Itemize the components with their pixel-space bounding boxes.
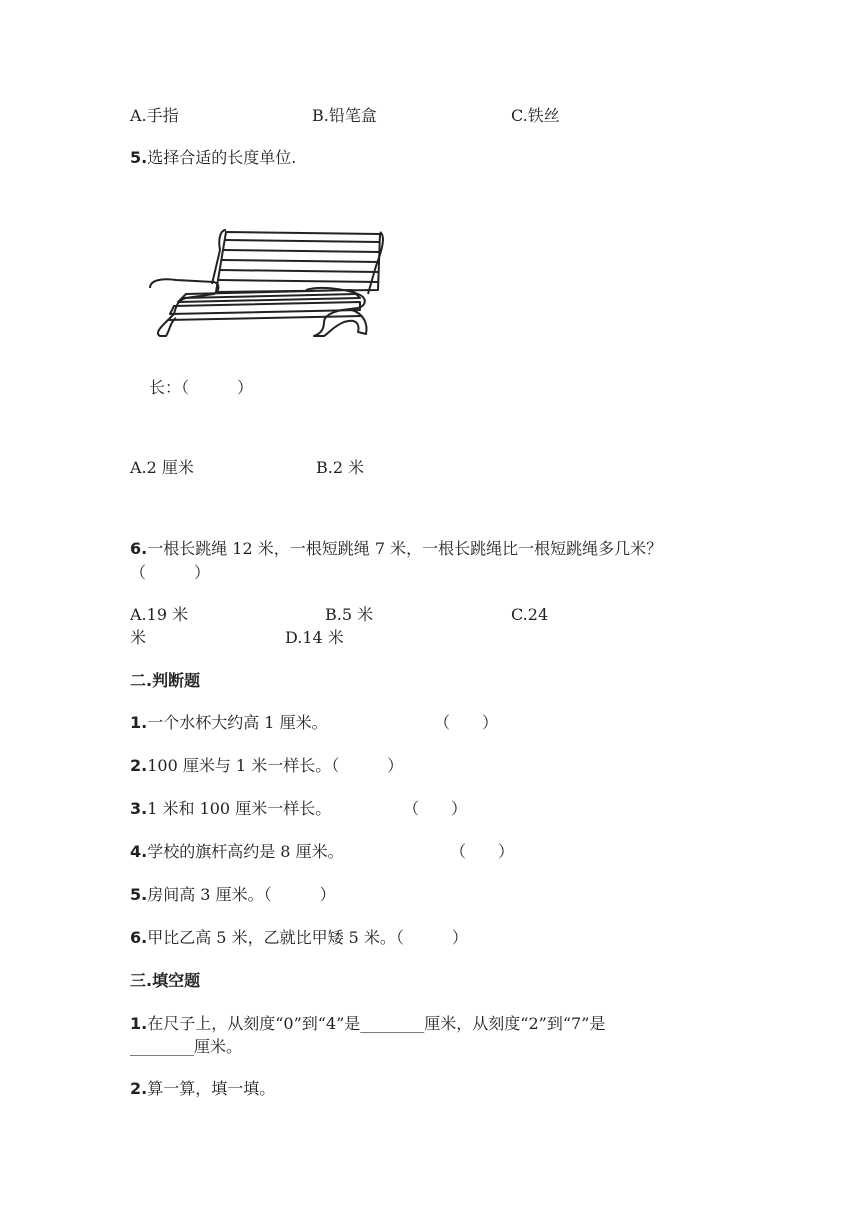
fill-item-number: 2.	[130, 1079, 148, 1098]
q6-option-d: D.14 米	[285, 628, 344, 647]
question-6-number: 6.	[130, 539, 148, 558]
judge-item-number: 1.	[130, 713, 148, 732]
judge-item-text: 学校的旗杆高约是 8 厘米。	[147, 842, 344, 861]
q6-option-c-continued: 米	[130, 628, 147, 647]
judge-item-number: 4.	[130, 842, 148, 861]
q4-option-c: C.铁丝	[511, 106, 560, 125]
judge-item-2	[130, 758, 403, 774]
fill-item-1-line2: ________厘米。	[130, 1037, 243, 1056]
fill-item-1	[130, 1016, 605, 1032]
q4-option-b: B.铅笔盒	[312, 106, 377, 125]
judge-item-text: 房间高 3 厘米。（ ）	[147, 885, 336, 904]
question-5	[130, 150, 296, 166]
section-3-title: 三.填空题	[130, 971, 201, 990]
fill-item-number: 1.	[130, 1014, 148, 1033]
question-5-text: 选择合适的长度单位.	[147, 148, 297, 167]
question-6	[130, 541, 662, 557]
question-6-blank: （ ）	[130, 563, 211, 582]
judge-item-3-blank: （ ）	[403, 799, 468, 818]
judge-item-text: 一个水杯大约高 1 厘米。	[147, 713, 328, 732]
judge-item-4-blank: （ ）	[450, 842, 515, 861]
question-5-number: 5.	[130, 148, 148, 167]
judge-item-1-blank: （ ）	[434, 713, 499, 732]
judge-item-text: 甲比乙高 5 米，乙就比甲矮 5 米。（ ）	[147, 928, 468, 947]
judge-item-number: 3.	[130, 799, 148, 818]
judge-item-number: 5.	[130, 885, 148, 904]
judge-item-text: 1 米和 100 厘米一样长。	[147, 799, 332, 818]
bench-icon	[146, 226, 386, 338]
judge-item-4	[130, 844, 344, 860]
q6-option-a: A.19 米	[130, 605, 189, 624]
fill-item-text: 算一算，填一填。	[147, 1079, 276, 1098]
q5-option-a: A.2 厘米	[130, 458, 194, 477]
judge-item-6	[130, 930, 468, 946]
judge-item-5	[130, 887, 336, 903]
section-2-title: 二.判断题	[130, 671, 201, 690]
judge-item-number: 2.	[130, 756, 148, 775]
q5-option-b: B.2 米	[316, 458, 365, 477]
judge-item-3	[130, 801, 331, 817]
fill-item-text: 在尺子上，从刻度“0”到“4”是________厘米，从刻度“2”到“7”是	[147, 1014, 606, 1033]
question-5-prompt: 长：（ ）	[149, 378, 254, 397]
q4-option-a: A.手指	[130, 106, 179, 125]
q6-option-b: B.5 米	[325, 605, 374, 624]
question-6-text: 一根长跳绳 12 米，一根短跳绳 7 米，一根长跳绳比一根短跳绳多几米？	[147, 539, 663, 558]
judge-item-number: 6.	[130, 928, 148, 947]
judge-item-text: 100 厘米与 1 米一样长。（ ）	[147, 756, 404, 775]
q6-option-c: C.24	[511, 605, 549, 624]
fill-item-2	[130, 1081, 275, 1097]
judge-item-1	[130, 715, 328, 731]
